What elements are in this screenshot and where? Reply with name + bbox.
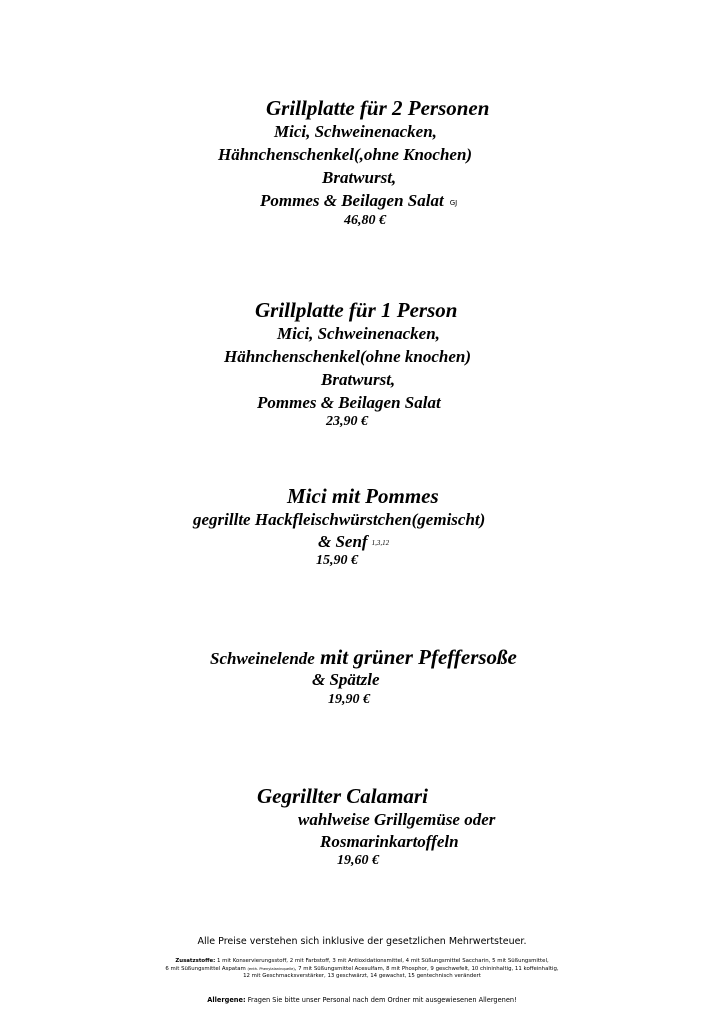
item-description-text: & Senf [318, 532, 368, 551]
item-title: Mici mit Pommes [287, 484, 439, 508]
item-description-line: Hähnchenschenkel(ohne knochen) [224, 347, 471, 366]
additives-label: Zusatzstoffe: [175, 958, 216, 964]
item-description-line [318, 532, 389, 552]
additives-text: 6 mit Süßungsmittel Aspatam [165, 965, 248, 972]
item-description-line: wahlweise Grillgemüse oder [298, 810, 496, 829]
item-description-line [260, 191, 457, 211]
item-price: 15,90 € [316, 553, 358, 568]
additives-text: , 7 mit Süßungsmittel Acesulfam, 8 mit Phosphor, 9 geschwefelt, 10 chininhaltig, 11 koffeinhaltig, [294, 965, 559, 972]
item-description-text: Pommes & Beilagen Salat [260, 191, 444, 210]
item-description-line: Mici, Schweinenacken, [274, 122, 437, 141]
item-description-line: gegrillte Hackfleischwürstchen(gemischt) [193, 510, 486, 529]
item-description-line: Rosmarinkartoffeln [320, 832, 459, 851]
item-description-line: Bratwurst, [321, 370, 396, 389]
additives-line: 12 mit Geschmacksverstärker, 13 geschwärzt, 14 gewachst, 15 gentechnisch verändert [243, 973, 481, 980]
allergens-note [0, 996, 724, 1004]
item-description-line: Pommes & Beilagen Salat [257, 393, 441, 412]
item-title [210, 645, 517, 670]
item-description-line: Hähnchenschenkel(,ohne Knochen) [218, 145, 473, 164]
item-price: 19,90 € [328, 692, 370, 707]
allergens-text: Fragen Sie bitte unser Personal nach dem Ordner mit ausgewiesenen Allergenen! [245, 996, 517, 1004]
additive-codes: 1,3,12 [371, 539, 390, 547]
item-price: 23,90 € [326, 414, 368, 429]
additives-text: 1 mit Konservierungsstoff, 2 mit Farbstoff, 3 mit Antioxidationsmittel, 4 mit Süßungsmittel Saccharin, 5 mit Süßungsmittel, [215, 958, 549, 964]
allergens-label: Allergene: [207, 996, 246, 1004]
item-description-line: & Spätzle [312, 670, 380, 689]
item-title-prefix: Schweinelende [210, 649, 315, 668]
item-price: 46,80 € [344, 213, 386, 228]
additives-small-note: (enth. Phenylalaninquelle) [247, 966, 295, 971]
item-description-line: Mici, Schweinenacken, [277, 324, 440, 343]
item-title: Grillplatte für 2 Personen [266, 96, 490, 120]
additives-line [0, 958, 724, 966]
item-title: Grillplatte für 1 Person [255, 298, 458, 322]
allergen-code: GJ [449, 199, 458, 207]
item-title-text: mit grüner Pfeffersoße [314, 645, 517, 669]
item-price: 19,60 € [337, 853, 379, 868]
additives-note [0, 958, 724, 981]
additives-line [0, 966, 724, 974]
item-title: Gegrillter Calamari [257, 784, 428, 808]
vat-note: Alle Preise verstehen sich inklusive der gesetzlichen Mehrwertsteuer. [197, 936, 527, 947]
item-description-line: Bratwurst, [322, 168, 397, 187]
